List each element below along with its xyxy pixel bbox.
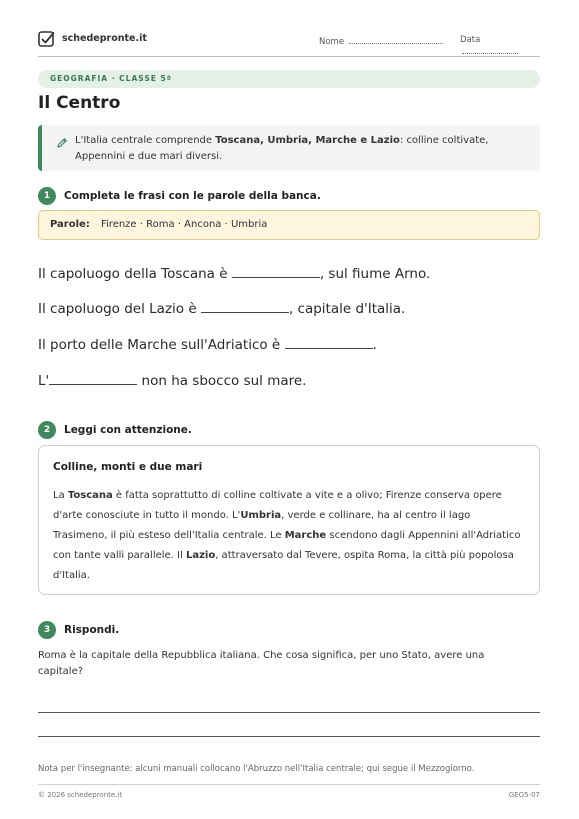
section-2-number: 2 <box>38 421 56 439</box>
answer-line-2[interactable] <box>38 736 540 737</box>
section-1-title: Completa le frasi con le parole della banca. <box>64 190 321 202</box>
sentence-4: L' non ha sbocco sul mare. <box>38 373 307 389</box>
answer-line-1[interactable] <box>38 712 540 713</box>
section-1-number: 1 <box>38 187 56 205</box>
header-divider <box>38 56 540 57</box>
word-bank-label: Parole: <box>50 219 90 230</box>
sentence-1: Il capoluogo della Toscana è , sul fiume Arno. <box>38 266 431 282</box>
word-bank <box>38 210 540 240</box>
sentence-2: Il capoluogo del Lazio è , capitale d'Italia. <box>38 301 406 317</box>
pencil-icon <box>56 137 68 149</box>
subject-tag <box>38 70 540 88</box>
reading-text: La Toscana è fatta soprattutto di colline coltivate a vite e a olivo; Firenze conserva opere d'arte conosciute in tutto il mondo. L'Umbria, verde e collinare, ha al centro il lago Trasimeno, il più esteso dell'Italia centrale. Le Marche scendono dagli Appennini all'Adriatico con tante valli parallele. Il Lazio, attraversato dal Tevere, ospita Roma, la città più popolosa d'Italia. <box>53 490 521 581</box>
footer-divider <box>38 784 540 785</box>
header <box>38 30 540 50</box>
blank-3[interactable] <box>285 336 373 349</box>
name-blank[interactable] <box>349 35 443 44</box>
brand-name: schedepronte.it <box>62 33 147 44</box>
worksheet-page <box>38 0 540 819</box>
date-field[interactable] <box>460 35 540 57</box>
sentence-3: Il porto delle Marche sull'Adriatico è . <box>38 337 377 353</box>
section-3-title: Rispondi. <box>64 624 120 636</box>
blank-4[interactable] <box>49 372 137 385</box>
section-2-title: Leggi con attenzione. <box>64 424 192 436</box>
blank-2[interactable] <box>201 300 289 313</box>
blank-1[interactable] <box>232 265 320 278</box>
intro-box <box>38 125 540 171</box>
footer-copyright: © 2026 schedepronte.it <box>38 791 123 799</box>
subject-tag-label: GEOGRAFIA · CLASSE 5ª <box>50 74 172 83</box>
check-square-icon <box>38 30 56 48</box>
teacher-note: Nota per l'insegnante: alcuni manuali collocano l'Abruzzo nell'Italia centrale; qui segue il Mezzogiorno. <box>38 764 475 774</box>
name-field[interactable] <box>319 35 443 47</box>
footer-code: GEO5-07 <box>508 791 540 799</box>
word-bank-words: Firenze · Roma · Ancona · Umbria <box>101 219 268 230</box>
reading-card <box>38 445 540 595</box>
date-label: Data <box>460 35 481 45</box>
question-text: Roma è la capitale della Repubblica italiana. Che cosa significa, per uno Stato, avere una capitale? <box>38 650 485 677</box>
date-blank[interactable] <box>462 45 518 54</box>
name-label: Nome <box>319 37 345 47</box>
reading-title: Colline, monti e due mari <box>53 461 203 473</box>
page-title: Il Centro <box>38 93 121 113</box>
section-3-number: 3 <box>38 621 56 639</box>
intro-text: L'Italia centrale comprende Toscana, Umbria, Marche e Lazio: colline coltivate, Appennini e due mari diversi. <box>75 135 489 162</box>
